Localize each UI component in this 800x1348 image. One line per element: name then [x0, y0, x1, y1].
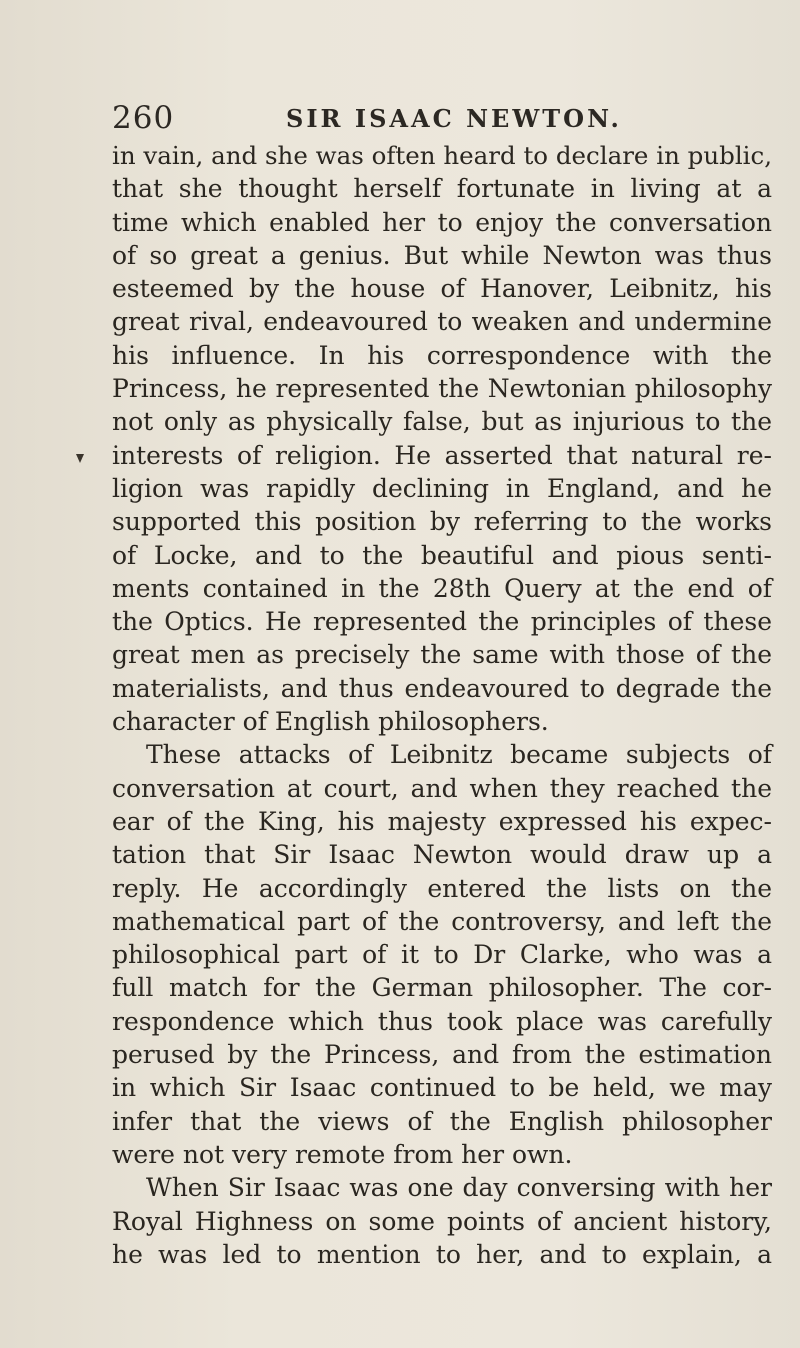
text-line: the Optics. He represented the principles of these — [112, 607, 772, 637]
text-line: Princess, he represented the Newtonian philosophy — [112, 374, 772, 404]
text-line: conversation at court, and when they reached the — [112, 773, 772, 803]
text-line: character of English philosophers. — [112, 707, 549, 737]
page-number: 260 — [112, 100, 175, 136]
text-line: great men as precisely the same with those of the — [112, 640, 772, 670]
text-line: ligion was rapidly declining in England, and he — [112, 473, 772, 503]
text-line: ments contained in the 28th Query at the end of — [112, 573, 772, 603]
text-line: were not very remote from her own. — [112, 1139, 573, 1169]
text-line: philosophical part of it to Dr Clarke, who was a — [112, 940, 772, 970]
text-line: infer that the views of the English philosopher — [112, 1106, 772, 1136]
text-line: When Sir Isaac was one day conversing with her — [146, 1173, 772, 1203]
running-head: SIR ISAAC NEWTON. — [286, 104, 622, 133]
text-line: mathematical part of the controversy, and left the — [112, 906, 772, 936]
text-line: tation that Sir Isaac Newton would draw up a — [112, 840, 772, 870]
text-line: These attacks of Leibnitz became subjects of — [146, 740, 772, 770]
text-line: reply. He accordingly entered the lists on the — [112, 873, 772, 903]
text-line: his influence. In his correspondence with the — [112, 340, 772, 370]
text-line: respondence which thus took place was carefully — [112, 1006, 772, 1036]
text-line: esteemed by the house of Hanover, Leibnitz, his — [112, 274, 772, 304]
text-line: in vain, and she was often heard to declare in public, — [112, 141, 772, 170]
text-line: he was led to mention to her, and to explain, a — [112, 1239, 772, 1269]
text-line: perused by the Princess, and from the estimation — [112, 1040, 772, 1070]
text-line: that she thought herself fortunate in living at a — [112, 174, 772, 204]
text-line: full match for the German philosopher. The cor- — [112, 973, 772, 1003]
text-line: of Locke, and to the beautiful and pious senti- — [112, 540, 772, 570]
text-line: time which enabled her to enjoy the conversation — [112, 207, 772, 237]
text-line: supported this position by referring to the works — [112, 507, 772, 537]
page-header — [112, 100, 772, 136]
text-line: great rival, endeavoured to weaken and undermine — [112, 307, 772, 337]
text-line: not only as physically false, but as injurious to the — [112, 407, 772, 437]
body-text — [112, 139, 772, 1271]
text-line: of so great a genius. But while Newton was thus — [112, 240, 772, 270]
text-line: in which Sir Isaac continued to be held, we may — [112, 1073, 772, 1103]
text-line: Royal Highness on some points of ancient history, — [112, 1206, 772, 1236]
margin-mark — [76, 454, 84, 463]
text-line: interests of religion. He asserted that natural re- — [112, 440, 772, 470]
text-line: materialists, and thus endeavoured to degrade the — [112, 673, 772, 703]
text-line: ear of the King, his majesty expressed his expec- — [112, 806, 772, 836]
